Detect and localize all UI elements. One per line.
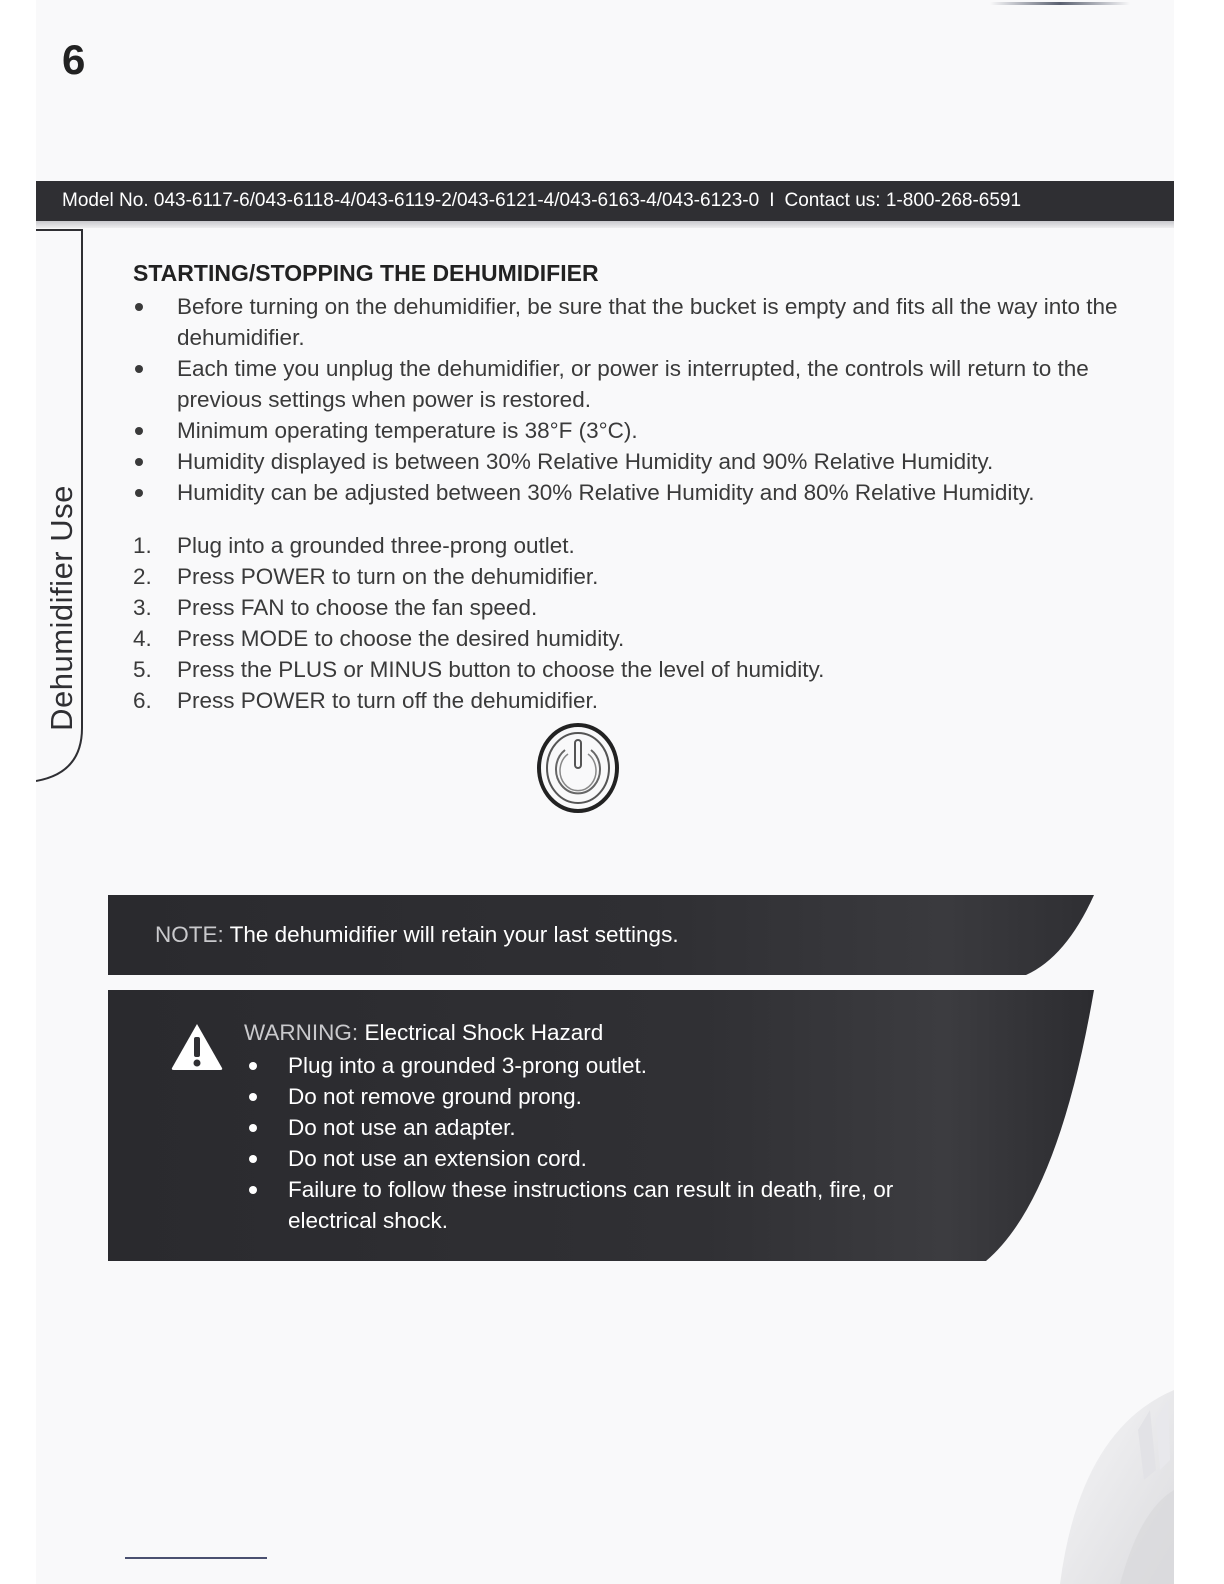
bullet-dot: [249, 1093, 257, 1101]
bullet-dot: [135, 489, 143, 497]
warning-label: WARNING:: [244, 1020, 359, 1045]
section-title: STARTING/STOPPING THE DEHUMIDIFIER: [133, 260, 599, 286]
step-item: [133, 685, 1143, 716]
bullet-text: Minimum operating temperature is 38°F (3°C).: [177, 418, 638, 443]
bullet-dot: [249, 1124, 257, 1132]
bullet-text: Humidity can be adjusted between 30% Relative Humidity and 80% Relative Humidity.: [177, 480, 1035, 505]
bullet-dot: [249, 1186, 257, 1194]
step-number: 1.: [133, 533, 152, 558]
model-numbers: Model No. 043-6117-6/043-6118-4/043-6119-2/043-6121-4/043-6163-4/043-6123-0: [62, 190, 760, 211]
warning-item-text: Failure to follow these instructions can result in death, fire, or electrical shock.: [288, 1177, 894, 1233]
step-item: [133, 530, 1143, 561]
footer-rule: [125, 1557, 267, 1559]
bullet-dot: [249, 1062, 257, 1070]
list-item: [244, 1050, 984, 1081]
info-bullet-list: [133, 291, 1143, 508]
power-icon: [535, 722, 621, 814]
list-item: [244, 1174, 984, 1236]
list-item: [133, 353, 1143, 415]
list-item: [244, 1143, 984, 1174]
warning-triangle-icon: [170, 1022, 224, 1072]
side-tab-label: Dehumidifier Use: [44, 485, 79, 731]
header-bar: [36, 181, 1174, 221]
bullet-dot: [135, 427, 143, 435]
note-text: [155, 922, 679, 948]
header-separator: I: [769, 190, 775, 211]
step-text: Press the PLUS or MINUS button to choose the level of humidity.: [177, 657, 825, 682]
page-number: 6: [62, 36, 86, 83]
warning-item-text: Do not remove ground prong.: [288, 1084, 582, 1109]
warning-item-text: Plug into a grounded 3-prong outlet.: [288, 1053, 648, 1078]
warning-heading: Electrical Shock Hazard: [364, 1020, 604, 1045]
warning-item-text: Do not use an extension cord.: [288, 1146, 587, 1171]
step-number: 5.: [133, 657, 152, 682]
bullet-dot: [249, 1155, 257, 1163]
step-number: 4.: [133, 626, 152, 651]
warning-item-text: Do not use an adapter.: [288, 1115, 516, 1140]
step-text: Press POWER to turn on the dehumidifier.: [177, 564, 599, 589]
note-label: NOTE:: [155, 922, 224, 947]
step-item: [133, 561, 1143, 592]
step-item: [133, 623, 1143, 654]
top-edge-rule: [990, 2, 1130, 5]
bullet-dot: [135, 365, 143, 373]
steps-list: [133, 530, 1143, 716]
contact-info: Contact us: 1-800-268-6591: [784, 190, 1022, 211]
step-number: 3.: [133, 595, 152, 620]
list-item: [244, 1081, 984, 1112]
step-text: Press POWER to turn off the dehumidifier.: [177, 688, 599, 713]
bullet-dot: [135, 303, 143, 311]
bullet-text: Each time you unplug the dehumidifier, or power is interrupted, the controls will return to the previous settings when power is restored.: [177, 356, 1089, 412]
step-text: Press MODE to choose the desired humidity.: [177, 626, 625, 651]
step-item: [133, 592, 1143, 623]
warning-list: [244, 1050, 984, 1236]
step-item: [133, 654, 1143, 685]
bullet-text: Humidity displayed is between 30% Relative Humidity and 90% Relative Humidity.: [177, 449, 994, 474]
list-item: [133, 291, 1143, 353]
list-item: [133, 446, 1143, 477]
header-underline: [36, 221, 1174, 228]
step-number: 6.: [133, 688, 152, 713]
warning-title: [244, 1020, 603, 1046]
list-item: [133, 477, 1143, 508]
list-item: [133, 415, 1143, 446]
list-item: [244, 1112, 984, 1143]
main-content: [133, 260, 1143, 716]
bullet-text: Before turning on the dehumidifier, be sure that the bucket is empty and fits all the way into the dehumidifier.: [177, 294, 1118, 350]
note-body: The dehumidifier will retain your last settings.: [229, 922, 679, 947]
step-text: Plug into a grounded three-prong outlet.: [177, 533, 575, 558]
step-text: Press FAN to choose the fan speed.: [177, 595, 538, 620]
bullet-dot: [135, 458, 143, 466]
corner-decoration: [1060, 1390, 1174, 1584]
step-number: 2.: [133, 564, 152, 589]
